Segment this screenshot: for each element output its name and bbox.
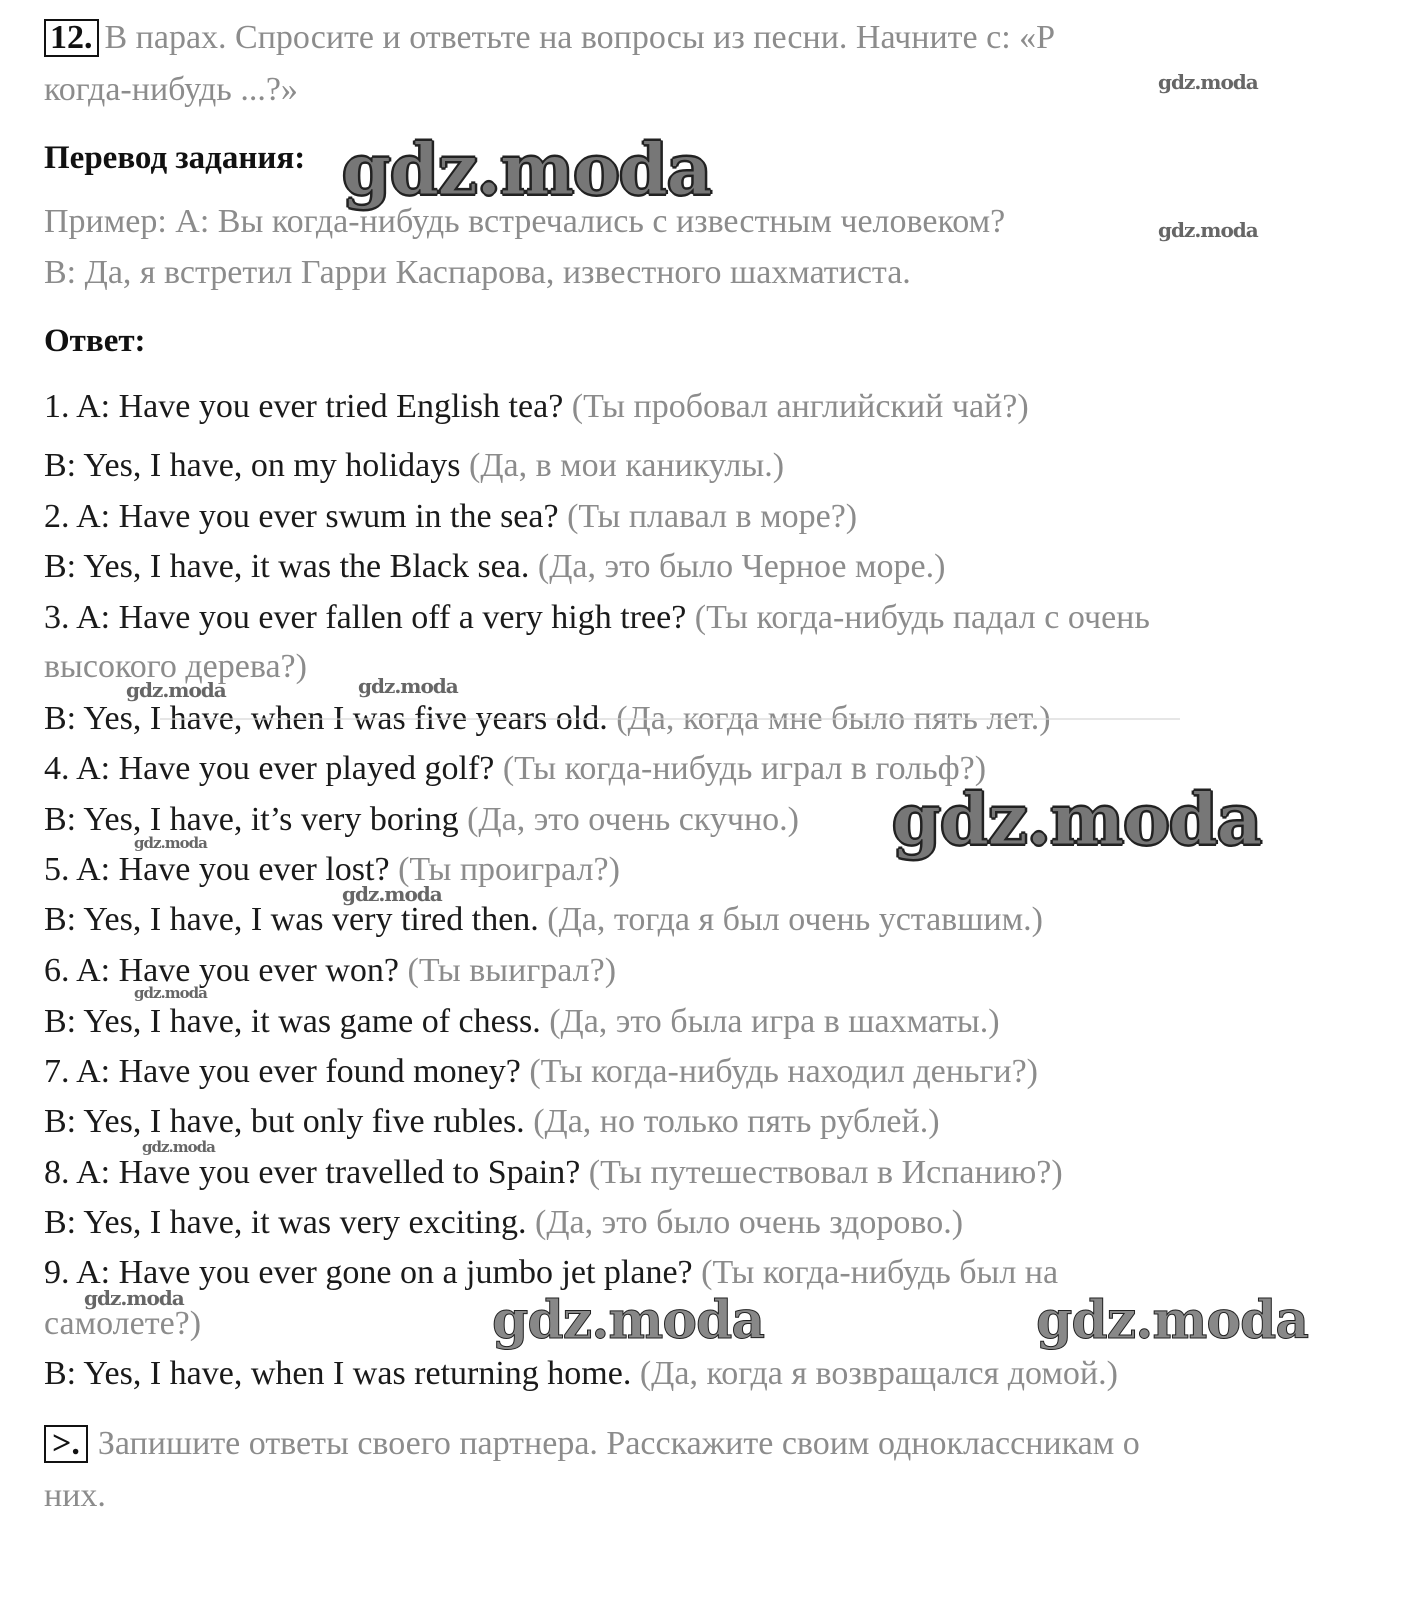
answer-line [44,1002,1000,1042]
answer-russian: (Ты когда-нибудь играл в гольф?) [494,750,987,787]
answer-english: 5. A: Have you ever lost? [44,851,390,888]
answer-russian: высокого дерева?) [44,648,307,685]
answer-english: 7. A: Have you ever found money? [44,1053,521,1090]
answer-russian: (Да, в мои каникулы.) [460,447,785,484]
watermark-logo: gdz.moda [142,1138,215,1156]
task-instruction-line2: когда-нибудь ...?» [44,71,298,108]
answer-english: 4. A: Have you ever played golf? [44,750,495,787]
answer-line [44,951,616,991]
watermark-logo: gdz.moda [134,834,207,852]
footer-text: Запишите ответы своего партнера. Расскажите своим одноклассникам о [97,1425,1140,1462]
answer-russian: (Ты когда-нибудь был на [692,1254,1059,1291]
answer-english: B: Yes, I have, when I was five years old. [44,700,608,737]
answer-line [44,497,857,537]
task-text: В парах. Спросите и ответьте на вопросы из песни. Начните с: «Р [104,19,1056,56]
answer-line [44,900,1043,940]
answer-russian: (Да, тогда я был очень уставшим.) [538,901,1043,938]
task-number-box: 12. [44,19,99,57]
answer-russian: (Да, это очень скучно.) [458,801,799,838]
footer-line1 [44,1424,1140,1464]
answer-english: B: Yes, I have, on my holidays [44,447,461,484]
answer-english: 2. A: Have you ever swum in the sea? [44,498,559,535]
answer-russian: (Да, но только пять рублей.) [524,1103,940,1140]
answer-russian: (Ты когда-нибудь падал с очень [686,599,1150,636]
answer-russian: (Ты проиграл?) [389,851,620,888]
watermark-logo: gdz.moda [84,1286,184,1310]
answer-english: 3. A: Have you ever fallen off a very high tree? [44,599,687,636]
watermark-logo: gdz.moda [892,778,1262,861]
answer-russian: (Да, когда мне было пять лет.) [607,700,1051,737]
watermark-logo: gdz.moda [342,128,712,211]
answer-line [44,1253,1058,1293]
watermark-logo: gdz.moda [1158,70,1258,94]
watermark-logo: gdz.moda [342,882,442,906]
answer-russian: (Да, это была игра в шахматы.) [540,1003,1000,1040]
answer-english: B: Yes, I have, when I was returning home. [44,1355,632,1392]
answer-russian: (Ты когда-нибудь находил деньги?) [520,1053,1038,1090]
answer-line [44,547,945,587]
answer-line [44,1052,1038,1092]
watermark-logo: gdz.moda [492,1290,765,1351]
answer-line [44,387,1029,427]
translation-heading: Перевод задания: [44,140,306,176]
watermark-logo: gdz.moda [1036,1290,1309,1351]
answer-russian: (Ты пробовал английский чай?) [563,388,1029,425]
answer-russian: (Да, когда я возвращался домой.) [631,1355,1118,1392]
translation-line2: В: Да, я встретил Гарри Каспарова, известного шахматиста. [44,254,911,291]
answer-russian: (Ты выиграл?) [399,952,617,989]
answer-english: 1. A: Have you ever tried English tea? [44,388,564,425]
answer-russian: (Да, это было Черное море.) [529,548,946,585]
translation-line1: Пример: А: Вы когда-нибудь встречались с известным человеком? [44,203,1006,240]
answer-english: 6. A: Have you ever won? [44,952,400,989]
answer-english: B: Yes, I have, it’s very boring [44,801,459,838]
answer-line [44,598,1150,638]
answer-heading: Ответ: [44,323,146,359]
task-instruction-line1 [44,18,1055,58]
answer-line [44,1153,1063,1193]
answer-english: B: Yes, I have, but only five rubles. [44,1103,525,1140]
answer-line [44,1354,1118,1394]
watermark-logo: gdz.moda [1158,218,1258,242]
watermark-logo: gdz.moda [358,674,458,698]
answer-english: B: Yes, I have, it was the Black sea. [44,548,530,585]
answer-english: 9. A: Have you ever gone on a jumbo jet plane? [44,1254,693,1291]
answer-line [44,1203,963,1243]
answer-english: B: Yes, I have, I was very tired then. [44,901,539,938]
watermark-logo: gdz.moda [126,678,226,702]
extension-task-box: >. [44,1425,88,1463]
answer-english: B: Yes, I have, it was game of chess. [44,1003,541,1040]
footer-line2: них. [44,1477,106,1514]
answer-line [44,1304,201,1344]
answer-russian: (Ты плавал в море?) [558,498,858,535]
answer-line [44,850,620,890]
answer-line [44,1102,940,1142]
answer-russian: (Да, это было очень здорово.) [526,1204,964,1241]
answer-english: 8. A: Have you ever travelled to Spain? [44,1154,581,1191]
answer-line [44,446,784,486]
watermark-logo: gdz.moda [134,984,207,1002]
answer-english: B: Yes, I have, it was very exciting. [44,1204,527,1241]
answer-russian: (Ты путешествовал в Испанию?) [580,1154,1063,1191]
answer-russian: самолете?) [44,1305,202,1342]
